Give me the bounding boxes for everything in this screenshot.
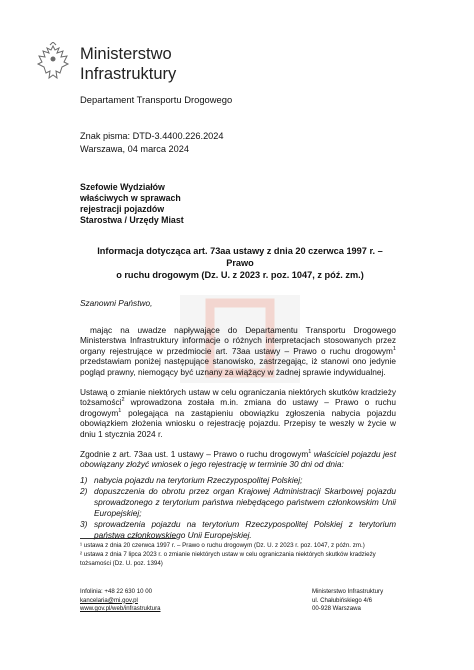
footnote-ref: 1 — [118, 407, 122, 414]
list-item — [80, 486, 396, 518]
ministry-name — [80, 44, 176, 84]
ministry-line2: Infrastruktury — [80, 65, 177, 83]
conditions-list — [80, 475, 396, 541]
ministry-line1: Ministerstwo — [80, 45, 172, 63]
text-run: właściciel pojazdu jest obowiązany złożyć wniosek o jego rejestrację w terminie 30 dni od dnia: — [80, 448, 397, 470]
address-line: 00-928 Warszawa — [312, 605, 361, 613]
item-number: 1) — [80, 474, 88, 485]
recipient-line: Starostwa / Urzędy Miast — [80, 215, 184, 225]
footnote-2-cont: tożsamości (Dz. U. poz. 1394) — [80, 560, 163, 568]
text-run: polegająca na zastąpieniu obowiązku zgłoszenia nabycia pojazdu obowiązkiem złożenia wniosku o rejestrację pojazdu. Przepisy te weszły w życie w dniu 1 stycznia 2024 r. — [80, 407, 396, 439]
footnote-2: ² ustawa z dnia 7 lipca 2023 r. o zmianie niektórych ustaw w celu ograniczania niektórych skutków kradzieży — [80, 551, 376, 559]
eagle-emblem-icon — [36, 42, 70, 86]
footnote-divider — [80, 538, 176, 539]
list-item — [80, 474, 396, 486]
paragraph-3 — [80, 449, 396, 470]
footnote-ref: 2 — [121, 397, 125, 404]
address-line: Ministerstwo Infrastruktury — [312, 588, 384, 595]
text-run: wprowadzona została m.in. zmiana do ustawy – Prawo o ruchu drogowym — [80, 397, 396, 418]
footer-phone: Infolinia: +48 22 630 10 00 — [80, 588, 153, 595]
item-text: dopuszczenia do obrotu przez organ Krajowej Administracji Skarbowej pojazdu sprowadzonego z terytorium państwa niebędącego państwem członkowskim Unii Europejskiej; — [94, 486, 396, 518]
footnote-1: ¹ ustawa z dnia 20 czerwca 1997 r. – Prawo o ruchu drogowym (Dz. U. z 2023 r. poz. 1047, z późn. zm.) — [80, 542, 365, 549]
text-run: przedstawiam poniżej następujące stanowisko, zastrzegając, iż stanowi ono jedynie pogląd prawny, niemogący być uznany za wiążący w żadnej sprawie indywidualnej. — [80, 356, 396, 377]
item-text: sprowadzenia pojazdu na terytorium Rzeczypospolitej Polskiej z terytorium państwa członkowskiego Unii Europejskiej. — [94, 519, 396, 540]
paragraph-2 — [80, 387, 396, 440]
footer-email-link[interactable]: kancelaria@mi.gov.pl — [80, 596, 138, 604]
item-number: 3) — [80, 519, 88, 530]
letter-meta — [80, 130, 224, 156]
reference-number: Znak pisma: DTD-3.4400.226.2024 — [80, 131, 224, 141]
recipient-line: Szefowie Wydziałów — [80, 182, 165, 192]
recipient-line: właściwych w sprawach — [80, 193, 181, 203]
recipient-line: rejestracji pojazdów — [80, 204, 165, 214]
footnotes — [80, 542, 396, 570]
paragraph-1 — [80, 325, 396, 378]
footer-contact — [80, 588, 161, 614]
department-name: Departament Transportu Drogowego — [80, 94, 233, 105]
item-number: 2) — [80, 486, 88, 497]
recipient-block — [80, 182, 184, 226]
footer-address — [312, 588, 383, 614]
greeting: Szanowni Państwo, — [80, 298, 153, 308]
footer-web-link[interactable]: www.gov.pl/web/infrastruktura — [80, 605, 161, 613]
place-date: Warszawa, 04 marca 2024 — [80, 144, 189, 154]
item-text: nabycia pojazdu na terytorium Rzeczypospolitej Polskiej; — [94, 474, 303, 485]
address-line: ul. Chałubińskiego 4/6 — [312, 596, 372, 604]
text-run: Zgodnie z art. 73aa ust. 1 ustawy – Prawo o ruchu drogowym — [80, 448, 309, 459]
footnote-ref: 1 — [308, 448, 312, 455]
text-run: mając na uwadze napływające do Departamentu Transportu Drogowego Ministerstwa Infrastruktury informacje o różnych interpretacjach stosowanych przez organy rejestrujące w przedmiocie art. 73aa ustawy – Prawo o ruchu drogowym — [80, 324, 396, 356]
footnote-ref: 1 — [392, 346, 396, 353]
subject-line: o ruchu drogowym (Dz. U. z 2023 r. poz. 1047, z póź. zm.) — [116, 270, 364, 280]
text-run: Ustawą o zmianie niektórych ustaw w celu ograniczania niektórych skutków kradzieży tożsamości — [80, 386, 396, 408]
letter-body — [80, 298, 396, 541]
subject-line: Informacja dotycząca art. 73aa ustawy z dnia 20 czerwca 1997 r. – Prawo — [97, 246, 383, 268]
